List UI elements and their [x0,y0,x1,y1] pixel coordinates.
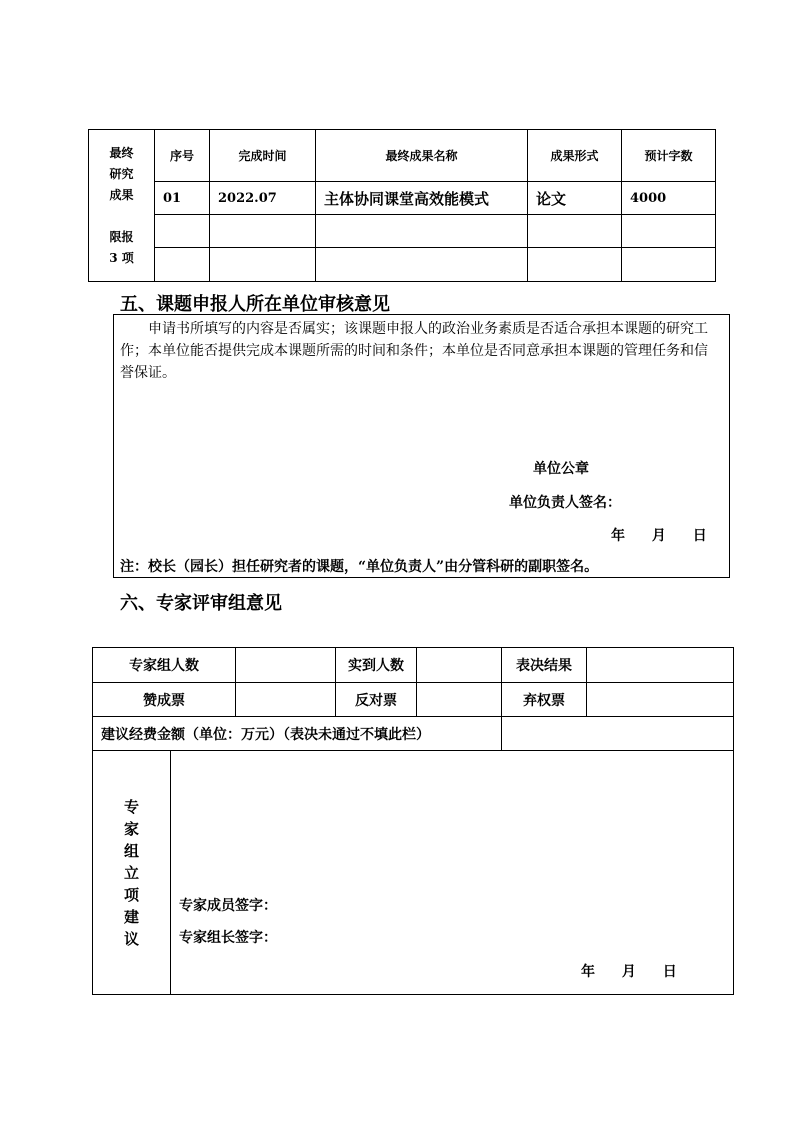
funding-value[interactable] [502,717,734,751]
unit-head-signature-label: 单位负责人签名： [509,495,621,511]
cell-index[interactable] [155,248,210,282]
expert-panel-table [92,647,734,995]
header-index: 序号 [155,130,210,182]
leader-signature-label: 专家组长签字： [179,930,277,946]
cell-result-name[interactable] [316,248,528,282]
cell-word-count[interactable]: 4000 [622,182,716,215]
results-table [88,129,716,282]
cell-result-name[interactable]: 主体协同课堂高效能模式 [316,182,528,215]
attendees-label: 实到人数 [336,648,417,683]
result-value[interactable] [587,648,734,683]
cell-completion-time[interactable] [210,215,316,248]
header-word-count: 预计字数 [622,130,716,182]
cell-result-name[interactable] [316,215,528,248]
header-result-name: 最终成果名称 [316,130,528,182]
cell-index[interactable] [155,215,210,248]
experts-count-value[interactable] [236,648,336,683]
oppose-label: 反对票 [336,683,417,717]
results-side-label: 最终 研究 成果 限报 3 项 [89,130,155,282]
expert-opinion-area[interactable] [171,751,734,995]
abstain-value[interactable] [587,683,734,717]
header-result-form: 成果形式 [528,130,622,182]
expert-date-label: 年 月 日 [581,964,677,980]
cell-result-form[interactable]: 论文 [528,182,622,215]
cell-completion-time[interactable]: 2022.07 [210,182,316,215]
abstain-label: 弃权票 [502,683,587,717]
table-row [89,215,716,248]
unit-seal-label: 单位公章 [533,461,589,477]
result-label: 表决结果 [502,648,587,683]
header-completion-time: 完成时间 [210,130,316,182]
review-date-label: 年 月 日 [611,528,707,544]
oppose-value[interactable] [417,683,502,717]
experts-count-label: 专家组人数 [93,648,236,683]
table-row [89,182,716,215]
unit-review-box [113,314,730,578]
attendees-value[interactable] [417,648,502,683]
funding-label: 建议经费金额（单位：万元）（表决未通过不填此栏） [93,717,502,751]
cell-result-form[interactable] [528,215,622,248]
cell-word-count[interactable] [622,215,716,248]
member-signature-label: 专家成员签字： [179,898,277,914]
table-row [89,248,716,282]
approve-value[interactable] [236,683,336,717]
cell-result-form[interactable] [528,248,622,282]
review-note: 注：校长（园长）担任研究者的课题，“单位负责人”由分管科研的副职签名。 [120,559,599,575]
cell-word-count[interactable] [622,248,716,282]
section6-heading: 六、专家评审组意见 [120,593,282,614]
section5-heading: 五、课题申报人所在单位审核意见 [120,294,390,315]
cell-completion-time[interactable] [210,248,316,282]
approve-label: 赞成票 [93,683,236,717]
project-recommendation-label: 专 家 组 立 项 建 议 [93,751,171,995]
cell-index[interactable]: 01 [155,182,210,215]
review-instructions: 申请书所填写的内容是否属实；该课题申报人的政治业务素质是否适合承担本课题的研究工作；本单位能否提供完成本课题所需的时间和条件；本单位是否同意承担本课题的管理任务和信誉保证。 [120,321,708,381]
